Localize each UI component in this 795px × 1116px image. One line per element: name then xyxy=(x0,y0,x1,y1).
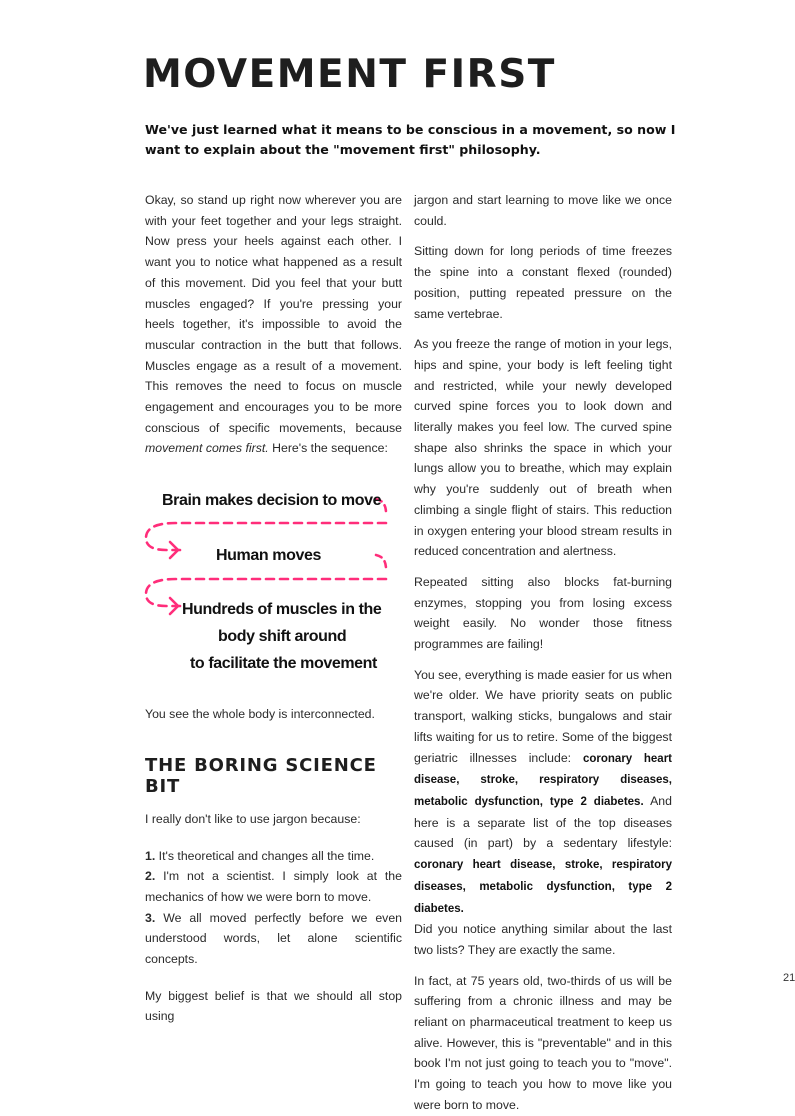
bold-disease-list: coronary heart disease, stroke, respiratory diseases, metabolic dysfunction, type 2 diabetes. xyxy=(414,859,672,915)
list-number: 3. xyxy=(145,910,156,925)
page-title: MOVEMENT FIRST xyxy=(143,52,556,97)
left-column xyxy=(145,190,402,1027)
paragraph: My biggest belief is that we should all stop using xyxy=(145,988,402,1024)
bold-disease-list: coronary heart disease, stroke, respiratory diseases, metabolic dysfunction, type 2 diabetes. xyxy=(414,752,672,808)
paragraph xyxy=(414,665,672,961)
text: You see, everything is made easier for us when we're older. We have priority seats on public transport, walking sticks, bungalows and stair lifts waiting for us to retire. Some of the biggest geriatric illnesses include: xyxy=(414,667,672,765)
flow-step-3: Hundreds of muscles in the xyxy=(182,601,382,619)
section-heading: THE BORING SCIENCE BIT xyxy=(145,754,377,797)
list-text: It's theoretical and changes all the time. xyxy=(155,848,375,863)
numbered-list xyxy=(145,846,402,970)
paragraph: Sitting down for long periods of time freezes the spine into a constant flexed (rounded) position, putting repeated pressure on the same vertebrae. xyxy=(414,244,672,321)
list-item xyxy=(145,866,402,907)
list-item xyxy=(145,846,402,867)
paragraph xyxy=(145,190,402,459)
list-text: We all moved perfectly before we even understood words, let alone scientific concepts. xyxy=(145,910,402,967)
list-item xyxy=(145,908,402,970)
flow-step-1: Brain makes decision to move xyxy=(162,492,382,510)
flow-step-2: Human moves xyxy=(216,547,321,565)
movement-sequence-diagram xyxy=(140,481,400,686)
paragraph: jargon and start learning to move like we once could. xyxy=(414,193,672,228)
italic-text: movement comes first. xyxy=(145,441,269,456)
text: Did you notice anything similar about the last two lists? They are exactly the same. xyxy=(414,922,672,957)
text: Here's the sequence: xyxy=(268,441,388,456)
list-number: 2. xyxy=(145,869,156,884)
list-number: 1. xyxy=(145,848,156,863)
flow-step-3-line-2: body shift around xyxy=(218,628,347,646)
list-text: I'm not a scientist. I simply look at the mechanics of how we were born to move. xyxy=(145,869,402,904)
text: Okay, so stand up right now wherever you are with your feet together and your legs straight. Now press your heels against each other. I want you to notice what happened as a result of this movement. Did you feel that your butt muscles engaged? If you're pressing your heels together, it's impossible to avoid the muscular contraction in the butt that follows. Muscles engage as a result of a movement. This removes the need to focus on muscle engagement and encourages you to be more conscious of specific movements, because xyxy=(145,193,402,435)
text: And here is a separate list of the top diseases caused (in part) by a sedentary lifestyle: xyxy=(414,793,672,851)
paragraph: As you freeze the range of motion in your legs, hips and spine, your body is left feeling tight and restricted, while your newly developed curved spine forces you to look down and literally makes you feel low. The curved spine shape also shrinks the space in which your lungs allow you to breathe, which may explain why you're suddenly out of breath when climbing a single flight of stairs. This reduction in oxygen entering your blood stream results in reduced concentration and alertness. xyxy=(414,337,672,559)
paragraph: Repeated sitting also blocks fat-burning enzymes, stopping you from losing excess weight easily. No wonder those fitness programmes are failing! xyxy=(414,574,672,652)
flow-step-3-line-3: to facilitate the movement xyxy=(190,655,377,673)
intro-text: We've just learned what it means to be conscious in a movement, so now I want to explain about the "movement first" philosophy. xyxy=(145,122,676,157)
right-column xyxy=(414,190,672,1116)
paragraph: In fact, at 75 years old, two-thirds of us will be suffering from a chronic illness and may be reliant on pharmaceutical treatment to keep us alive. However, this is "preventable" and in this book I'm not just going to teach you to "move". I'm going to teach you how to move like you were born to move. xyxy=(414,973,672,1112)
paragraph: I really don't like to use jargon because: xyxy=(145,811,361,826)
paragraph: You see the whole body is interconnected. xyxy=(145,707,375,722)
page-number: 21 xyxy=(783,972,795,984)
